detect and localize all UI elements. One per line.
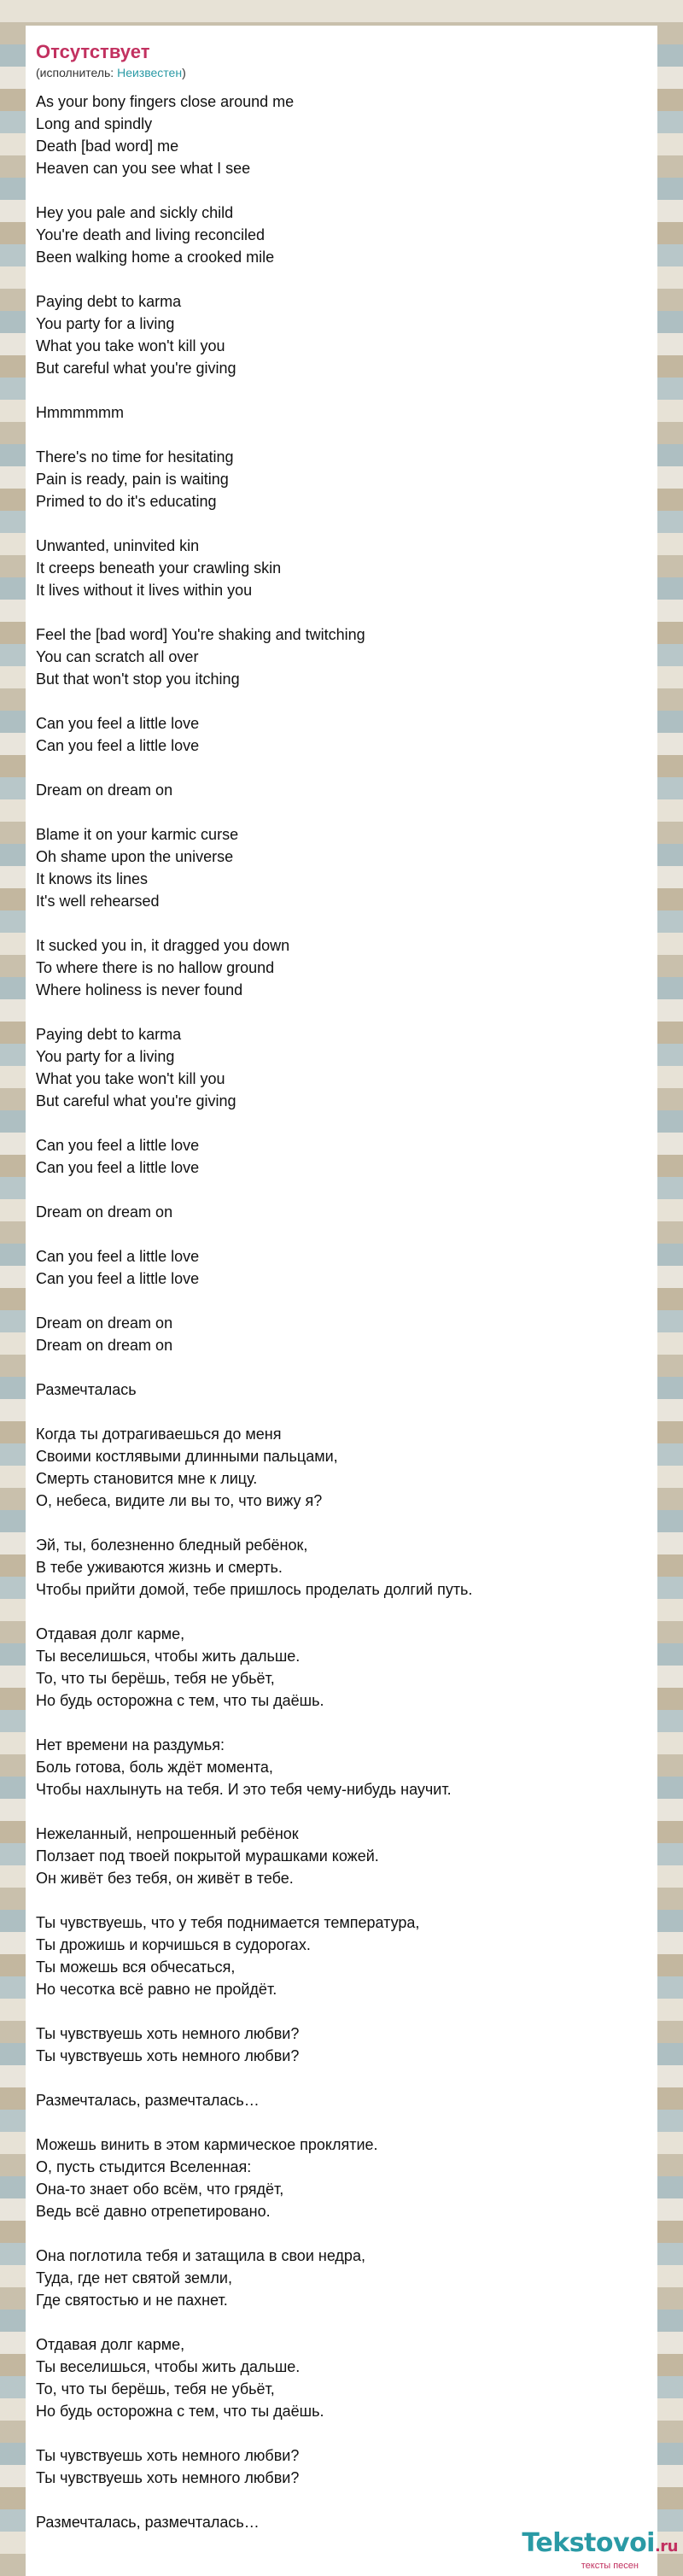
lyrics-line: Размечталась <box>36 1381 137 1398</box>
lyrics-blank-line <box>36 512 647 535</box>
logo-tld: .ru <box>654 2538 678 2556</box>
lyrics-line: То, что ты берёшь, тебя не убьёт, <box>36 1670 275 1687</box>
lyrics-line: It sucked you in, it dragged you down <box>36 937 290 954</box>
lyrics-blank-line <box>36 1601 647 1623</box>
lyrics-line: Paying debt to karma <box>36 293 182 310</box>
lyrics-blank-line <box>36 690 647 712</box>
lyrics-line: What you take won't kill you <box>36 1070 225 1087</box>
lyrics-line: В тебе уживаются жизнь и смерть. <box>36 1559 283 1576</box>
lyrics-line: Dream on dream on <box>36 1203 173 1221</box>
lyrics-line: Death [bad word] me <box>36 138 179 155</box>
lyrics-line: Туда, где нет святой земли, <box>36 2269 232 2286</box>
lyrics-blank-line <box>36 2422 647 2444</box>
lyrics-blank-line <box>36 1712 647 1734</box>
lyrics-line: Но будь осторожна с тем, что ты даёшь. <box>36 2403 324 2420</box>
lyrics-line: Боль готова, боль ждёт момента, <box>36 1759 273 1776</box>
lyrics-blank-line <box>36 1356 647 1379</box>
lyrics-line: Can you feel a little love <box>36 1248 200 1265</box>
lyrics-line: Ты дрожишь и корчишься в судорогах. <box>36 1936 311 1953</box>
logo-tagline: тексты песен <box>581 2561 639 2571</box>
lyrics-line: Эй, ты, болезненно бледный ребёнок, <box>36 1537 308 1554</box>
lyrics-line: What you take won't kill you <box>36 337 225 354</box>
lyrics-blank-line <box>36 179 647 202</box>
site-logo[interactable] <box>522 2530 678 2571</box>
lyrics-line: Ты чувствуешь хоть немного любви? <box>36 2025 300 2042</box>
lyrics-line: It knows its lines <box>36 870 149 887</box>
lyrics-line: Unwanted, uninvited kin <box>36 537 200 554</box>
lyrics-line: You party for a living <box>36 315 175 332</box>
logo-name: Tekstovoi <box>522 2528 655 2558</box>
lyrics-line: Can you feel a little love <box>36 715 200 732</box>
lyrics-line: You're death and living reconciled <box>36 226 265 243</box>
artist-prefix: (исполнитель: <box>36 66 118 79</box>
lyrics-line: Но будь осторожна с тем, что ты даёшь. <box>36 1692 324 1709</box>
lyrics-blank-line <box>36 2222 647 2245</box>
lyrics-blank-line <box>36 1179 647 1201</box>
lyrics-line: To where there is no hallow ground <box>36 959 275 976</box>
lyrics-blank-line <box>36 601 647 624</box>
artist-link[interactable]: Неизвестен <box>117 66 183 79</box>
lyrics-line: Он живёт без тебя, он живёт в тебе. <box>36 1870 294 1887</box>
lyrics-blank-line <box>36 2000 647 2023</box>
lyrics-line: Can you feel a little love <box>36 737 200 754</box>
lyrics-line: Нет времени на раздумья: <box>36 1736 225 1753</box>
lyrics-line: Чтобы прийти домой, тебе пришлось проделать долгий путь. <box>36 1581 473 1598</box>
lyrics-blank-line <box>36 2111 647 2134</box>
artist-line <box>36 65 647 80</box>
lyrics-line: Heaven can you see what I see <box>36 160 251 177</box>
lyrics-line: Dream on dream on <box>36 782 173 799</box>
lyrics-line: Dream on dream on <box>36 1314 173 1332</box>
lyrics-blank-line <box>36 1401 647 1423</box>
lyrics-blank-line <box>36 379 647 401</box>
lyrics-line: It's well rehearsed <box>36 893 160 910</box>
lyrics-line: Paying debt to karma <box>36 1026 182 1043</box>
lyrics-blank-line <box>36 2067 647 2089</box>
lyrics-line: Hmmmmmm <box>36 404 124 421</box>
lyrics-line: О, небеса, видите ли вы то, что вижу я? <box>36 1492 323 1509</box>
lyrics-line: But careful what you're giving <box>36 360 236 377</box>
lyrics-blank-line <box>36 268 647 290</box>
lyrics-line: Размечталась, размечталась… <box>36 2092 260 2109</box>
logo-wordmark <box>522 2530 678 2561</box>
lyrics-line: Ты чувствуешь хоть немного любви? <box>36 2447 300 2464</box>
lyrics-line: Feel the [bad word] You're shaking and twitching <box>36 626 365 643</box>
lyrics-blank-line <box>36 2489 647 2511</box>
lyrics-line: But careful what you're giving <box>36 1092 236 1109</box>
lyrics-line: Ты веселишься, чтобы жить дальше. <box>36 2358 301 2375</box>
lyrics-line: There's no time for hesitating <box>36 448 234 465</box>
lyrics-blank-line <box>36 1800 647 1823</box>
lyrics-line: Чтобы нахлынуть на тебя. И это тебя чему-нибудь научит. <box>36 1781 452 1798</box>
lyrics-text <box>36 91 647 2533</box>
lyrics-line: Ты чувствуешь, что у тебя поднимается температура, <box>36 1914 420 1931</box>
lyrics-blank-line <box>36 1512 647 1534</box>
lyrics-line: Ты чувствуешь хоть немного любви? <box>36 2469 300 2486</box>
lyrics-line: Ведь всё давно отрепетировано. <box>36 2203 271 2220</box>
lyrics-blank-line <box>36 1223 647 1245</box>
lyrics-line: Been walking home a crooked mile <box>36 249 275 266</box>
lyrics-line: Нежеланный, непрошенный ребёнок <box>36 1825 299 1842</box>
song-title: Отсутствует <box>36 41 150 62</box>
lyrics-line: О, пусть стыдится Вселенная: <box>36 2158 252 2175</box>
lyrics-blank-line <box>36 1889 647 1912</box>
lyrics-line: Blame it on your karmic curse <box>36 826 239 843</box>
lyrics-line: Размечталась, размечталась… <box>36 2514 260 2531</box>
lyrics-line: But that won't stop you itching <box>36 670 240 688</box>
lyrics-blank-line <box>36 801 647 823</box>
lyrics-line: То, что ты берёшь, тебя не убьёт, <box>36 2380 275 2397</box>
lyrics-line: Can you feel a little love <box>36 1137 200 1154</box>
lyrics-line: Ты чувствуешь хоть немного любви? <box>36 2047 300 2064</box>
lyrics-line: Своими костлявыми длинными пальцами, <box>36 1448 338 1465</box>
lyrics-line: Отдавая долг карме, <box>36 1625 185 1642</box>
lyrics-line: Отдавая долг карме, <box>36 2336 185 2353</box>
lyrics-line: Ты можешь вся обчесаться, <box>36 1958 236 1976</box>
lyrics-line: Можешь винить в этом кармическое проклятие. <box>36 2136 378 2153</box>
lyrics-line: Смерть становится мне к лицу. <box>36 1470 258 1487</box>
lyrics-line: Where holiness is never found <box>36 981 243 998</box>
lyrics-line: Can you feel a little love <box>36 1159 200 1176</box>
lyrics-page <box>26 26 657 2576</box>
lyrics-blank-line <box>36 1112 647 1134</box>
lyrics-blank-line <box>36 1290 647 1312</box>
lyrics-blank-line <box>36 424 647 446</box>
lyrics-line: You party for a living <box>36 1048 175 1065</box>
lyrics-line: Oh shame upon the universe <box>36 848 234 865</box>
lyrics-line: Hey you pale and sickly child <box>36 204 234 221</box>
lyrics-line: Ты веселишься, чтобы жить дальше. <box>36 1648 301 1665</box>
artist-suffix: ) <box>182 66 186 79</box>
lyrics-line: Где святостью и не пахнет. <box>36 2292 228 2309</box>
lyrics-line: Она поглотила тебя и затащила в свои недра, <box>36 2247 365 2264</box>
lyrics-line: Primed to do it's educating <box>36 493 217 510</box>
lyrics-blank-line <box>36 757 647 779</box>
lyrics-line: It lives without it lives within you <box>36 582 253 599</box>
lyrics-line: You can scratch all over <box>36 648 199 665</box>
lyrics-blank-line <box>36 1001 647 1023</box>
lyrics-blank-line <box>36 912 647 934</box>
lyrics-line: As your bony fingers close around me <box>36 93 295 110</box>
lyrics-line: Can you feel a little love <box>36 1270 200 1287</box>
lyrics-line: Pain is ready, pain is waiting <box>36 471 229 488</box>
lyrics-line: Long and spindly <box>36 115 153 132</box>
lyrics-line: Dream on dream on <box>36 1337 173 1354</box>
lyrics-line: It creeps beneath your crawling skin <box>36 559 282 577</box>
lyrics-line: Ползает под твоей покрытой мурашками кожей. <box>36 1847 379 1865</box>
lyrics-line: Но чесотка всё равно не пройдёт. <box>36 1981 277 1998</box>
lyrics-line: Когда ты дотрагиваешься до меня <box>36 1426 282 1443</box>
lyrics-blank-line <box>36 2311 647 2333</box>
lyrics-line: Она-то знает обо всём, что грядёт, <box>36 2181 284 2198</box>
